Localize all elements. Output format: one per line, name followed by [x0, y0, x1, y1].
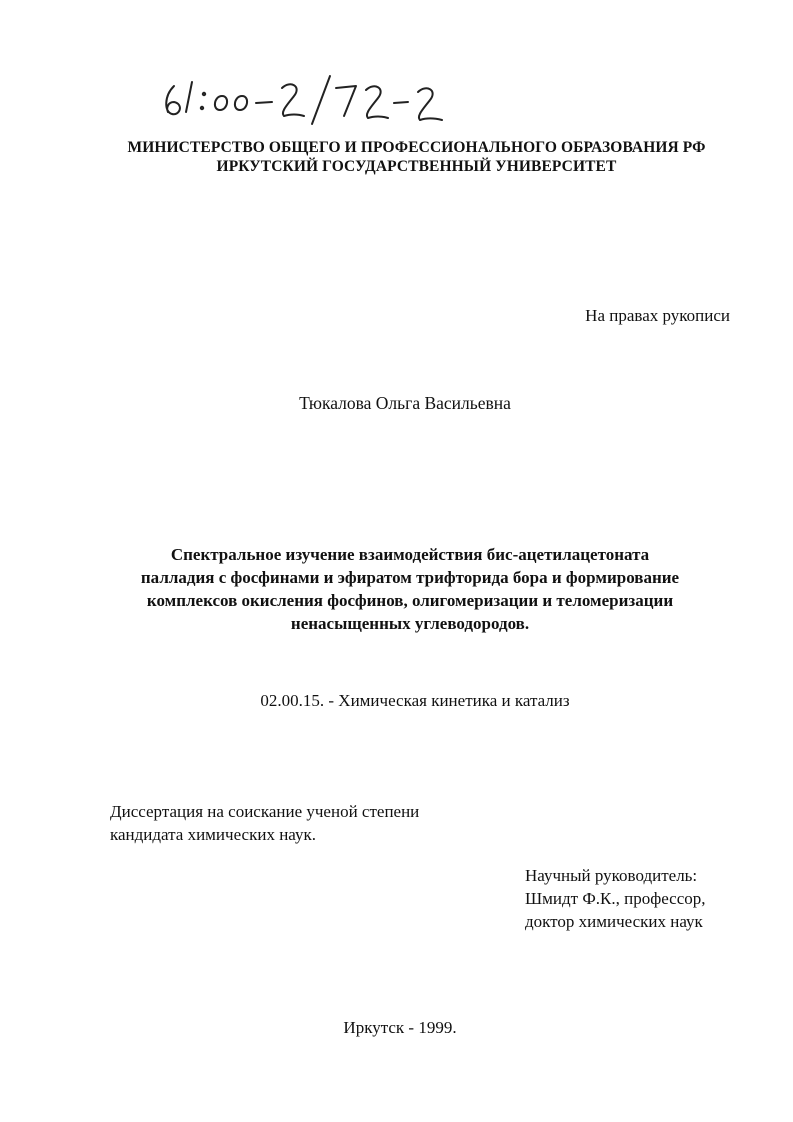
handwritten-archive-code [160, 72, 460, 130]
place-year: Иркутск - 1999. [343, 1018, 457, 1037]
title-line-4: ненасыщенных углеводородов. [290, 614, 530, 633]
specialty-code: 02.00.15. - Химическая кинетика и катализ [260, 691, 570, 710]
author-name: Тюкалова Ольга Васильевна [299, 393, 511, 413]
dissertation-title [90, 543, 730, 635]
ministry-header [60, 138, 773, 176]
ministry-name: МИНИСТЕРСТВО ОБЩЕГО И ПРОФЕССИОНАЛЬНОГО ОБРАЗОВАНИЯ РФ [127, 139, 706, 156]
supervisor-degree: доктор химических наук [525, 912, 703, 931]
degree-statement [110, 800, 510, 846]
degree-line-1: Диссертация на соискание ученой степени [110, 802, 420, 821]
supervisor-block [525, 864, 765, 933]
title-line-2: палладия с фосфинами и эфиратом трифторида бора и формирование [140, 568, 680, 587]
title-line-3: комплексов окисления фосфинов, олигомеризации и теломеризации [146, 591, 674, 610]
supervisor-label: Научный руководитель: [525, 866, 698, 885]
supervisor-name: Шмидт Ф.К., профессор, [525, 889, 706, 908]
degree-line-2: кандидата химических наук. [110, 825, 316, 844]
handwritten-code-drawing [160, 72, 460, 130]
title-line-1: Спектральное изучение взаимодействия бис-ацетилацетоната [170, 545, 650, 564]
university-name: ИРКУТСКИЙ ГОСУДАРСТВЕННЫЙ УНИВЕРСИТЕТ [216, 158, 617, 175]
rights-notice: На правах рукописи [585, 306, 730, 325]
